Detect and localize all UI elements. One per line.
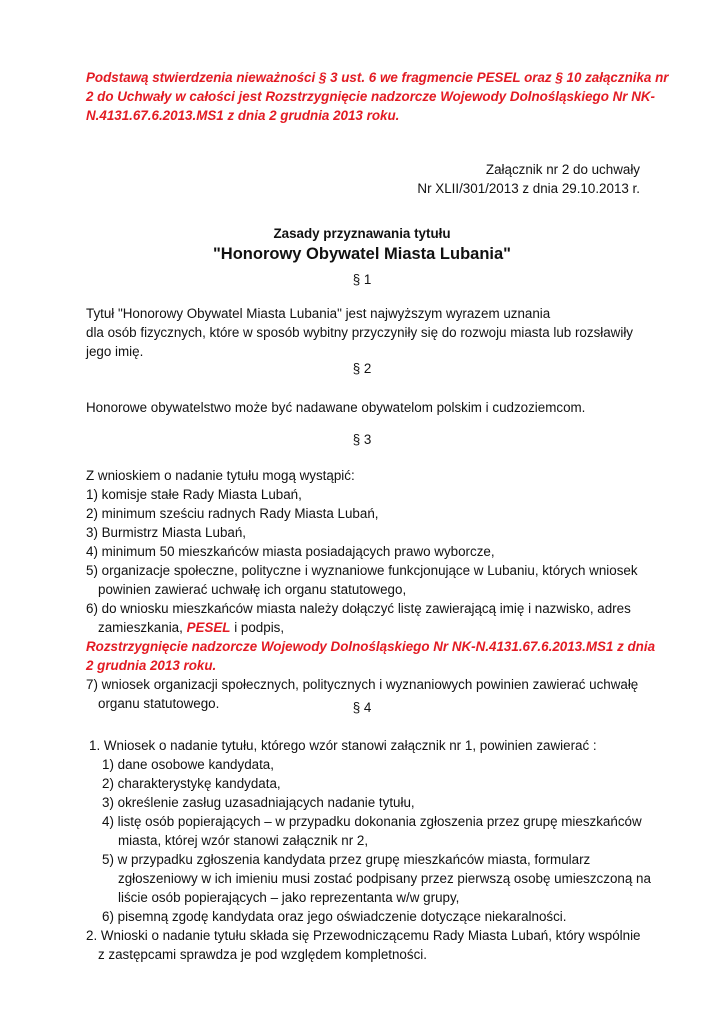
sub-item: 6) pisemną zgodę kandydata oraz jego oświadczenie dotyczące niekaralności. bbox=[102, 909, 567, 924]
sub-item-continuation: miasta, której wzór stanowi załącznik nr 2, bbox=[118, 833, 369, 848]
sub-item: 4) listę osób popierających – w przypadku dokonania zgłoszenia przez grupę mieszkańców bbox=[102, 814, 642, 829]
section-3-sign: § 3 bbox=[352, 432, 372, 447]
text-line: Tytuł "Honorowy Obywatel Miasta Lubania" jest najwyższym wyrazem uznania bbox=[86, 306, 551, 321]
list-intro: Z wnioskiem o nadanie tytułu mogą wystąpić: bbox=[86, 468, 355, 483]
signature-text: i podpis, bbox=[230, 620, 285, 635]
section-3-list bbox=[86, 466, 656, 713]
section-2-sign: § 2 bbox=[352, 361, 372, 376]
section-4-sign: § 4 bbox=[352, 700, 372, 715]
sub-item-continuation: liście osób popierających – jako reprezentanta w/w grupy, bbox=[118, 890, 460, 905]
text-line: Honorowe obywatelstwo może być nadawane obywatelom polskim i cudzoziemcom. bbox=[86, 400, 586, 415]
list-item: 4) minimum 50 mieszkańców miasta posiadających prawo wyborcze, bbox=[86, 544, 495, 559]
document-subtitle: Zasady przyznawania tytułu bbox=[273, 226, 451, 241]
nullity-note-line: N.4131.67.6.2013.MS1 z dnia 2 grudnia 2013 roku. bbox=[86, 108, 400, 123]
list-item: 2) minimum sześciu radnych Rady Miasta Lubań, bbox=[86, 506, 379, 521]
supervisory-ruling-ref: Rozstrzygnięcie nadzorcze Wojewody Dolnośląskiego Nr NK-N.4131.67.6.2013.MS1 z dnia bbox=[86, 639, 656, 654]
nullity-note-line: Podstawą stwierdzenia nieważności § 3 ust. 6 we fragmencie PESEL oraz § 10 załącznika nr bbox=[86, 70, 669, 85]
list-item: 6) do wniosku mieszkańców miasta należy dołączyć listę zawierającą imię i nazwisko, adres bbox=[86, 601, 631, 616]
section-2-text bbox=[86, 398, 656, 417]
list-item-continuation: z zastępcami sprawdza je pod względem kompletności. bbox=[98, 947, 427, 962]
section-4-list bbox=[86, 736, 659, 964]
supervisory-ruling-ref: 2 grudnia 2013 roku. bbox=[86, 658, 217, 673]
attachment-header bbox=[417, 160, 640, 198]
list-item-continuation: powinien zawierać uchwałę ich organu statutowego, bbox=[98, 582, 407, 597]
address-text: zamieszkania, bbox=[98, 620, 187, 635]
list-item: 3) Burmistrz Miasta Lubań, bbox=[86, 525, 247, 540]
list-item: 1. Wniosek o nadanie tytułu, którego wzór stanowi załącznik nr 1, powinien zawierać : bbox=[89, 738, 597, 753]
document-title: "Honorowy Obywatel Miasta Lubania" bbox=[212, 245, 512, 263]
pesel-struck-word: PESEL bbox=[186, 620, 231, 635]
sub-item-continuation: zgłoszeniowy w ich imieniu musi zostać podpisany przez pierwszą osobę umieszczoną na bbox=[118, 871, 651, 886]
section-1-text bbox=[86, 304, 656, 361]
text-line: jego imię. bbox=[86, 344, 144, 359]
sub-item: 1) dane osobowe kandydata, bbox=[102, 757, 274, 772]
list-item: 1) komisje stałe Rady Miasta Lubań, bbox=[86, 487, 302, 502]
text-line: dla osób fizycznych, które w sposób wybitny przyczyniły się do rozwoju miasta lub rozsławiły bbox=[86, 325, 633, 340]
attachment-line: Nr XLII/301/2013 z dnia 29.10.2013 r. bbox=[417, 181, 640, 196]
list-item: 5) organizacje społeczne, polityczne i wyznaniowe funkcjonujące w Lubaniu, których wniosek bbox=[86, 563, 638, 578]
list-item: 2. Wnioski o nadanie tytułu składa się Przewodniczącemu Rady Miasta Lubań, który wspólnie bbox=[86, 928, 641, 943]
sub-item: 2) charakterystykę kandydata, bbox=[102, 776, 281, 791]
nullity-note-line: 2 do Uchwały w całości jest Rozstrzygnięcie nadzorcze Wojewody Dolnośląskiego Nr NK- bbox=[86, 89, 655, 104]
section-1-sign: § 1 bbox=[352, 272, 372, 287]
sub-item: 5) w przypadku zgłoszenia kandydata przez grupę mieszkańców miasta, formularz bbox=[102, 852, 591, 867]
list-item-continuation bbox=[86, 618, 656, 637]
list-item: 7) wniosek organizacji społecznych, politycznych i wyznaniowych powinien zawierać uchwałę bbox=[86, 677, 639, 692]
sub-item: 3) określenie zasług uzasadniających nadanie tytułu, bbox=[102, 795, 415, 810]
attachment-line: Załącznik nr 2 do uchwały bbox=[485, 162, 640, 177]
list-item-continuation: organu statutowego. bbox=[98, 696, 220, 711]
nullity-note bbox=[86, 68, 669, 125]
